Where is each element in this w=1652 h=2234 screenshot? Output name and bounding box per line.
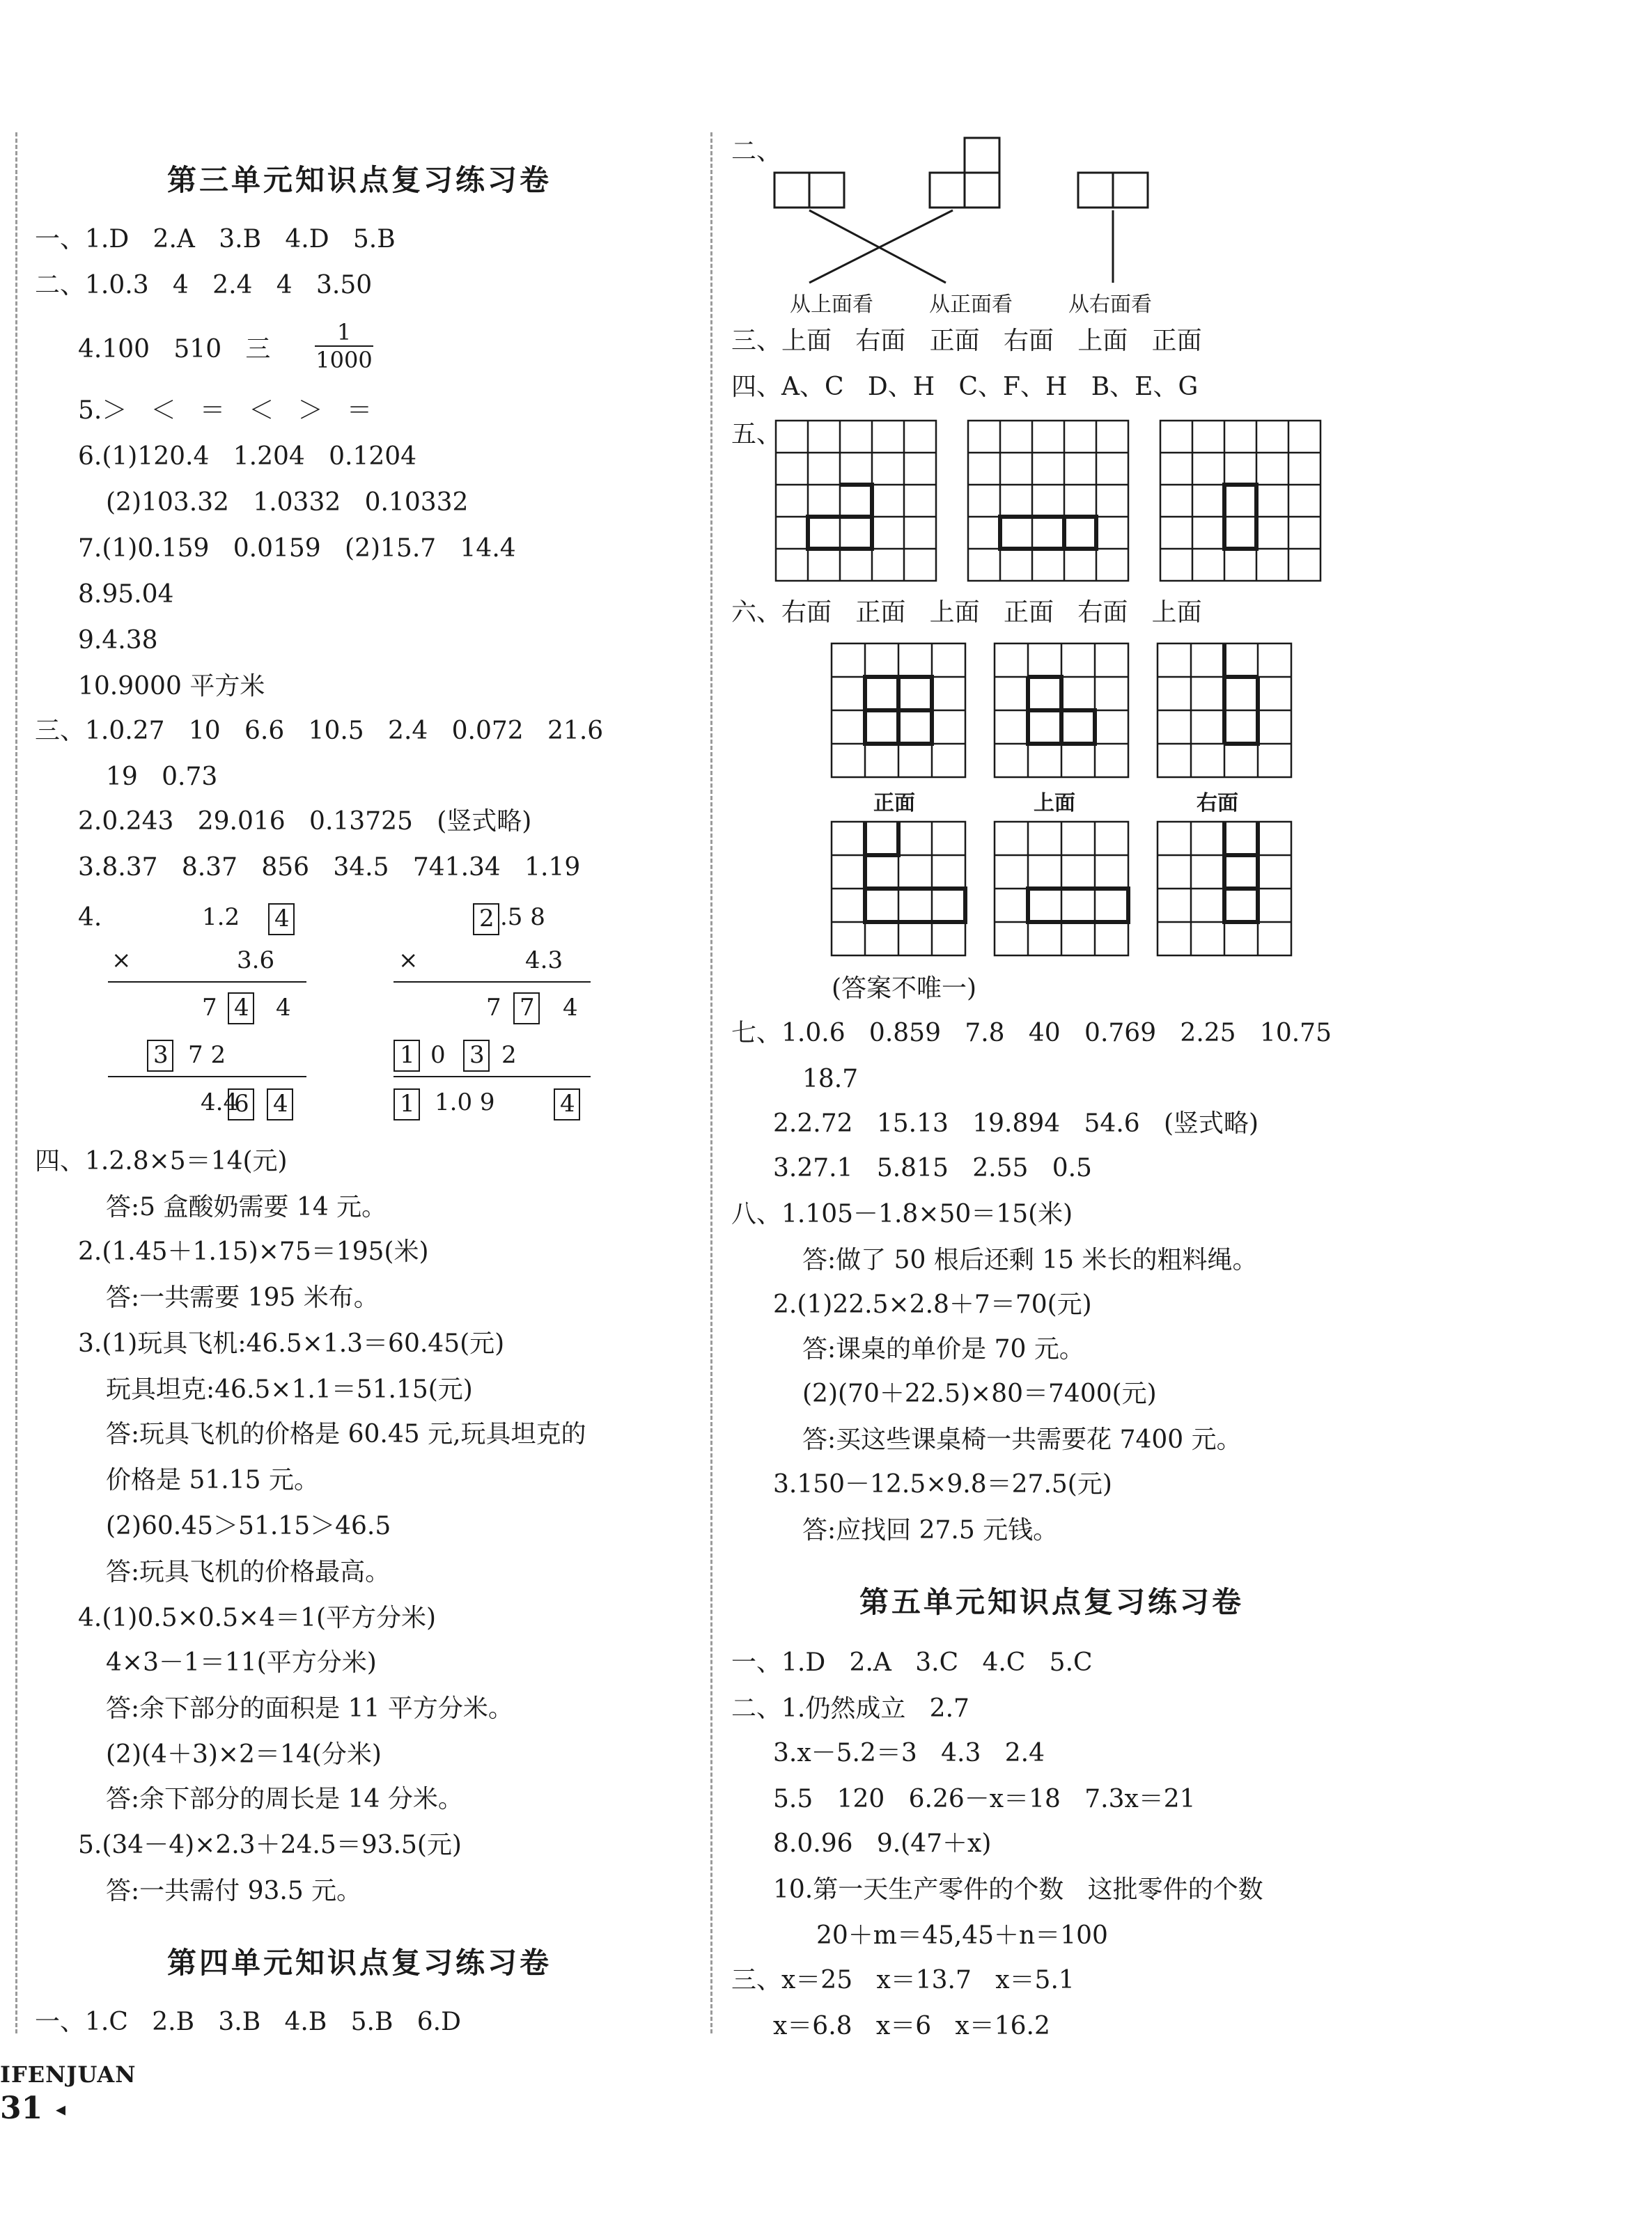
- r-line: 三、上面 右面 正面 右面 上面 正面: [731, 327, 1202, 355]
- footer-brand: IFENJUAN: [0, 2061, 137, 2088]
- multiplication-2: [393, 903, 591, 1120]
- m2-a-box-digit: 2: [479, 905, 494, 932]
- multiplication-1: [108, 903, 306, 1120]
- answer-note: (答案不唯一): [832, 974, 977, 1003]
- grid-5a: [776, 421, 936, 581]
- u5-line: 3.x－5.2＝3 4.3 2.4: [773, 1739, 1045, 1767]
- m2-op: ×: [398, 946, 419, 974]
- footer-arrow-icon: ◂: [56, 2098, 66, 2120]
- grid-6a-shape: [865, 677, 932, 744]
- shape-a-cell-1: [774, 173, 809, 208]
- grid-6f-shape: [1224, 822, 1258, 922]
- view-label: 从上面看: [790, 292, 873, 317]
- u5-line: x＝6.8 x＝6 x＝16.2: [773, 2012, 1050, 2040]
- m2-a: .5 8: [500, 903, 545, 931]
- r-line: 3.27.1 5.815 2.55 0.5: [773, 1154, 1092, 1182]
- r-line: 七、1.0.6 0.859 7.8 40 0.769 2.25 10.75: [731, 1019, 1332, 1047]
- u5-line: 8.0.96 9.(47＋x): [773, 1829, 992, 1858]
- m1-b: 3.6: [237, 946, 275, 974]
- u3-line: 5.＞ ＜ ＝ ＜ ＞ ＝: [78, 396, 372, 425]
- m1-result: 4.4: [201, 1088, 239, 1116]
- u3-line: 答:余下部分的周长是 14 分米。: [106, 1785, 463, 1813]
- u3-line: 3.(1)玩具飞机:46.5×1.3＝60.45(元): [78, 1329, 505, 1358]
- m1-a: 1.2: [202, 903, 240, 931]
- u3-line: 答:5 盒酸奶需要 14 元。: [106, 1193, 387, 1221]
- shape-b-top: [965, 138, 999, 173]
- grid-6f: [1158, 822, 1291, 955]
- u3-line: 答:一共需付 93.5 元。: [106, 1877, 362, 1905]
- grid-6a: [832, 643, 965, 777]
- r-line: 2.2.72 15.13 19.894 54.6 (竖式略): [773, 1109, 1259, 1138]
- shape-c-cell-2: [1113, 173, 1148, 208]
- m2-p2-box-2-digit: 3: [469, 1041, 485, 1069]
- unit5-title: 第五单元知识点复习练习卷: [859, 1585, 1245, 1619]
- unit4-title: 第四单元知识点复习练习卷: [167, 1946, 552, 1980]
- u3-line: 2.0.243 29.016 0.13725 (竖式略): [78, 807, 532, 836]
- shape-c-cell-1: [1078, 173, 1113, 208]
- grid-5b: [968, 421, 1128, 581]
- u3-line: 三、1.0.27 10 6.6 10.5 2.4 0.072 21.6: [35, 717, 604, 745]
- grid-5c: [1160, 421, 1320, 581]
- u5-line: 5.5 120 6.26－x＝18 7.3x＝21: [773, 1785, 1196, 1813]
- r-line: 四、A、C D、H C、F、H B、E、G: [731, 373, 1199, 401]
- u3-line: (2)(4＋3)×2＝14(分米): [106, 1740, 382, 1769]
- u3-line: 4.(1)0.5×0.5×4＝1(平方分米): [78, 1604, 437, 1632]
- m2-r-box-2-digit: 4: [560, 1090, 575, 1118]
- u3-line: 6.(1)120.4 1.204 0.1204: [78, 442, 417, 471]
- u3-line: 3.8.37 8.37 856 34.5 741.34 1.19: [78, 853, 581, 882]
- u3-line: 四、1.2.8×5＝14(元): [35, 1147, 288, 1175]
- unit3-title: 第三单元知识点复习练习卷: [167, 163, 552, 197]
- r-line: (2)(70＋22.5)×80＝7400(元): [802, 1380, 1157, 1408]
- m2-p1-end: 4: [563, 994, 578, 1022]
- u3-line: (2)103.32 1.0332 0.10332: [106, 488, 469, 517]
- m2-r-mid: 1.0 9: [435, 1088, 495, 1116]
- r-line: 18.7: [802, 1065, 859, 1093]
- u5-line: 10.第一天生产零件的个数 这批零件的个数: [773, 1875, 1263, 1904]
- m1-p2: 7 2: [188, 1041, 226, 1069]
- r-line: 答:做了 50 根后还剩 15 米长的粗料绳。: [802, 1246, 1258, 1274]
- grid-6c: [1158, 643, 1291, 777]
- u3-line: 答:玩具飞机的价格是 60.45 元,玩具坦克的: [106, 1420, 586, 1448]
- vertical-multiplications: [98, 891, 606, 1142]
- grid-6d: [832, 822, 965, 955]
- u3-line: 9.4.38: [78, 626, 158, 655]
- fraction-denominator: 1000: [315, 347, 373, 373]
- r-line: 八、1.105－1.8×50＝15(米): [731, 1200, 1073, 1228]
- m1-a-box-digit: 4: [274, 905, 290, 932]
- grid-label: 上面: [1034, 791, 1075, 815]
- r-line: 五、: [731, 420, 782, 448]
- m1-p1-box-digit: 4: [234, 994, 249, 1022]
- u3-line: 4.: [78, 903, 102, 932]
- u5-line: 二、1.仍然成立 2.7: [731, 1694, 969, 1723]
- fraction: [315, 319, 373, 373]
- r-line: 六、右面 正面 上面 正面 右面 上面: [731, 598, 1202, 627]
- u3-line: 一、1.D 2.A 3.B 4.D 5.B: [35, 225, 396, 253]
- grid-5b-shape: [1000, 517, 1096, 549]
- shape-a-cell-2: [809, 173, 844, 208]
- m1-p1-end: 4: [276, 994, 291, 1022]
- grid-label: 正面: [873, 791, 915, 815]
- m1-r-box-1-digit: 6: [234, 1090, 249, 1118]
- u3-line: 答:玩具飞机的价格最高。: [106, 1558, 391, 1586]
- m1-r-box-2-digit: 4: [273, 1090, 288, 1118]
- u3-line: 5.(34－4)×2.3＋24.5＝93.5(元): [78, 1831, 462, 1859]
- u3-line: 答:余下部分的面积是 11 平方分米。: [106, 1694, 513, 1723]
- u5-line: 一、1.D 2.A 3.C 4.C 5.C: [731, 1648, 1093, 1677]
- grid-6e: [995, 822, 1128, 955]
- u3-line: 4.100 510 三: [78, 335, 271, 364]
- m2-p2-mid: 0: [430, 1041, 446, 1069]
- m2-p1: 7: [486, 994, 501, 1022]
- m2-p2-end: 2: [501, 1041, 517, 1069]
- grid-set-5: [774, 419, 1332, 586]
- m2-b: 4.3: [525, 946, 563, 974]
- shape-b-left: [930, 173, 965, 208]
- u3-line: 玩具坦克:46.5×1.1＝51.15(元): [106, 1375, 473, 1404]
- grid-6e-shape: [1028, 889, 1128, 922]
- m1-p2-box-digit: 3: [153, 1041, 169, 1069]
- left-margin-line: [15, 132, 17, 2033]
- grid-6b: [995, 643, 1128, 777]
- m2-p2-box-1-digit: 1: [400, 1041, 415, 1069]
- column-divider: [710, 132, 712, 2033]
- u3-line: 10.9000 平方米: [78, 672, 265, 701]
- r-line: 2.(1)22.5×2.8＋7＝70(元): [773, 1290, 1092, 1319]
- u5-line: 20＋m＝45,45＋n＝100: [816, 1921, 1108, 1950]
- u3-line: 答:一共需要 195 米布。: [106, 1283, 379, 1312]
- u3-line: (2)60.45＞51.15＞46.5: [106, 1512, 391, 1540]
- shape-b-right: [965, 173, 999, 208]
- views-prefix: 二、: [731, 137, 782, 166]
- u3-line: 2.(1.45＋1.15)×75＝195(米): [78, 1237, 429, 1266]
- m2-p1-box-digit: 7: [520, 994, 535, 1022]
- grid-6b-shape: [1028, 677, 1095, 744]
- r-line: 答:应找回 27.5 元钱。: [802, 1516, 1059, 1545]
- m1-p1: 7: [202, 994, 217, 1022]
- view-label: 从正面看: [929, 292, 1013, 317]
- r-line: 答:课桌的单价是 70 元。: [802, 1335, 1084, 1364]
- r-line: 3.150－12.5×9.8＝27.5(元): [773, 1470, 1112, 1499]
- m1-op: ×: [111, 946, 132, 974]
- u5-line: 三、x＝25 x＝13.7 x＝5.1: [731, 1966, 1075, 1994]
- u3-line: 19 0.73: [106, 763, 218, 791]
- grid-6d-shape: [865, 822, 965, 922]
- footer-page-number: 31: [0, 2091, 43, 2126]
- m2-r-box-1-digit: 1: [400, 1090, 415, 1118]
- view-label: 从右面看: [1068, 292, 1152, 317]
- u4-line: 一、1.C 2.B 3.B 4.B 5.B 6.D: [35, 2008, 461, 2036]
- u3-line: 二、1.0.3 4 2.4 4 3.50: [35, 271, 373, 299]
- u3-line: 8.95.04: [78, 580, 174, 609]
- u3-line: 价格是 51.15 元。: [106, 1466, 319, 1494]
- u3-line: 7.(1)0.159 0.0159 (2)15.7 14.4: [78, 534, 516, 563]
- u3-line: 4×3－1＝11(平方分米): [106, 1648, 377, 1677]
- r-line: 答:买这些课桌椅一共需要花 7400 元。: [802, 1425, 1242, 1454]
- fraction-numerator: 1: [315, 319, 373, 347]
- grid-label: 右面: [1197, 791, 1238, 815]
- grid-6c-shape: [1224, 643, 1258, 744]
